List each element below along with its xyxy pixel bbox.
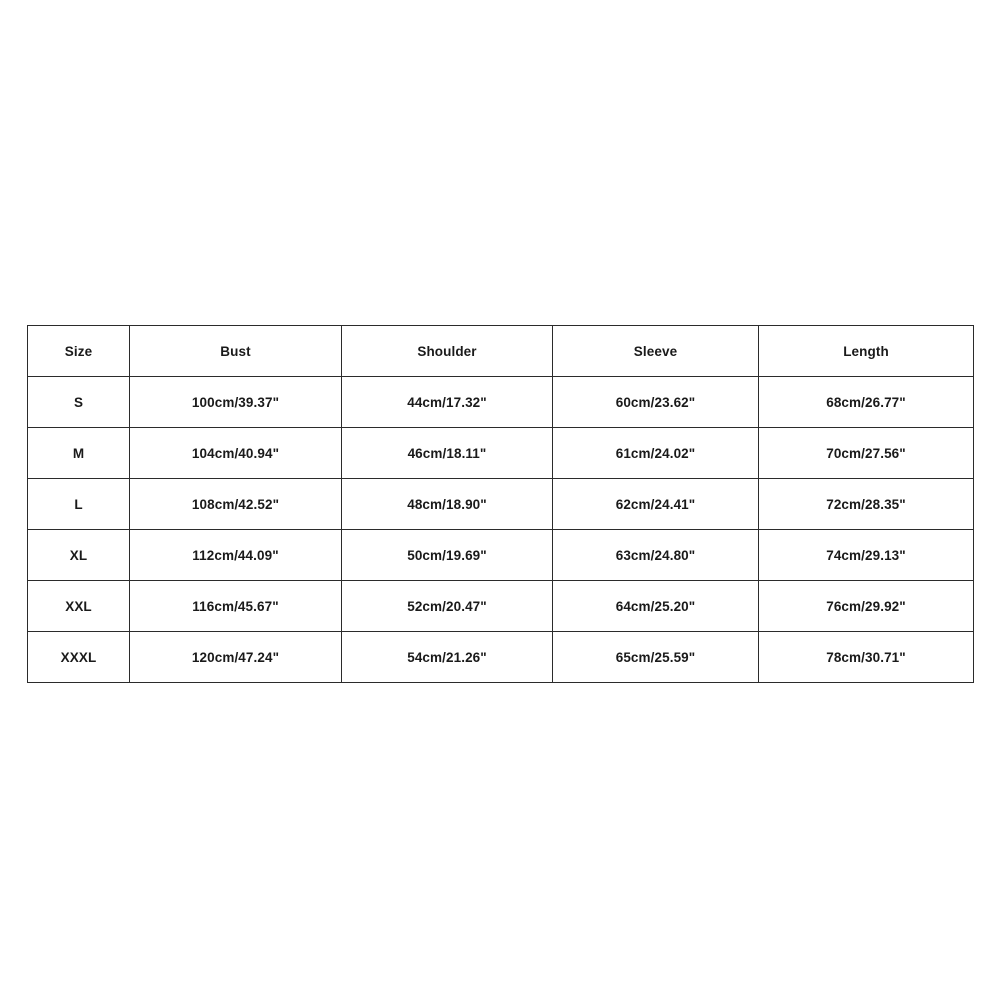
table-row <box>28 632 974 683</box>
table-row <box>28 530 974 581</box>
cell-length: 74cm/29.13" <box>759 530 974 581</box>
cell-shoulder: 48cm/18.90" <box>342 479 553 530</box>
cell-bust: 100cm/39.37" <box>130 377 342 428</box>
cell-shoulder: 52cm/20.47" <box>342 581 553 632</box>
cell-sleeve: 62cm/24.41" <box>553 479 759 530</box>
cell-shoulder: 44cm/17.32" <box>342 377 553 428</box>
cell-bust: 120cm/47.24" <box>130 632 342 683</box>
cell-bust: 112cm/44.09" <box>130 530 342 581</box>
cell-length: 68cm/26.77" <box>759 377 974 428</box>
column-header-bust: Bust <box>130 326 342 377</box>
cell-sleeve: 65cm/25.59" <box>553 632 759 683</box>
column-header-shoulder: Shoulder <box>342 326 553 377</box>
column-header-length: Length <box>759 326 974 377</box>
table-row <box>28 377 974 428</box>
cell-length: 72cm/28.35" <box>759 479 974 530</box>
table-row <box>28 479 974 530</box>
cell-sleeve: 63cm/24.80" <box>553 530 759 581</box>
cell-size: L <box>28 479 130 530</box>
column-header-sleeve: Sleeve <box>553 326 759 377</box>
table-row <box>28 428 974 479</box>
size-chart-container <box>27 325 973 683</box>
cell-length: 70cm/27.56" <box>759 428 974 479</box>
cell-size: M <box>28 428 130 479</box>
cell-bust: 104cm/40.94" <box>130 428 342 479</box>
cell-sleeve: 61cm/24.02" <box>553 428 759 479</box>
cell-length: 76cm/29.92" <box>759 581 974 632</box>
size-chart-table <box>27 325 974 683</box>
cell-length: 78cm/30.71" <box>759 632 974 683</box>
table-row <box>28 581 974 632</box>
cell-sleeve: 64cm/25.20" <box>553 581 759 632</box>
cell-shoulder: 46cm/18.11" <box>342 428 553 479</box>
cell-size: XXL <box>28 581 130 632</box>
cell-size: S <box>28 377 130 428</box>
cell-sleeve: 60cm/23.62" <box>553 377 759 428</box>
cell-bust: 116cm/45.67" <box>130 581 342 632</box>
cell-shoulder: 50cm/19.69" <box>342 530 553 581</box>
cell-size: XL <box>28 530 130 581</box>
cell-size: XXXL <box>28 632 130 683</box>
cell-bust: 108cm/42.52" <box>130 479 342 530</box>
cell-shoulder: 54cm/21.26" <box>342 632 553 683</box>
column-header-size: Size <box>28 326 130 377</box>
table-header-row <box>28 326 974 377</box>
